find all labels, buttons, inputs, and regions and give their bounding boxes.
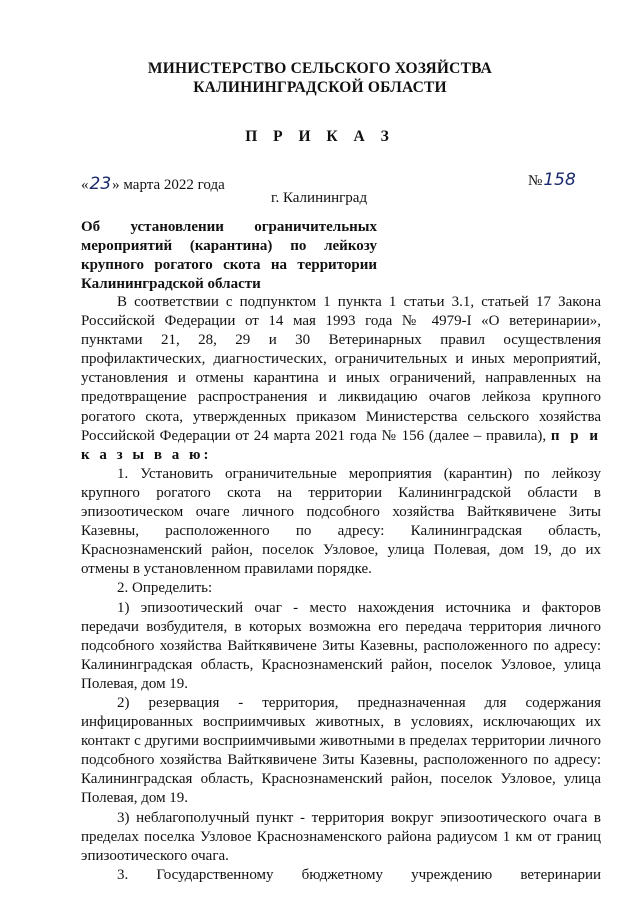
document-body: [81, 293, 601, 885]
order-word: п р и к а з ы в а ю:: [81, 427, 602, 463]
date-rest: » марта 2022 года: [112, 177, 225, 193]
ministry-name-line2: КАЛИНИНГРАДСКОЙ ОБЛАСТИ: [193, 79, 447, 96]
paragraph-2: 2. Определить:: [117, 580, 213, 597]
document-title: П Р И К А З: [245, 128, 395, 145]
preamble-text: В соответствии с подпунктом 1 пункта 1 статьи 3.1, статьей 17 Закона Российской Федерации от 14 мая 1993 года № 4979-I «О ветеринарии», пунктами 21, 28, 29 и 30 Ветеринарных правил осуществления профилактических, диагностических, ограничительных и иных мероприятий, установления и отмены карантина и иных ограничений, направленных на предотвращение распространения и ликвидацию очагов лейкоза крупного рогатого скота, утвержденных приказом Министерства сельского хозяйства Российской Федерации от 24 марта 2021 года № 156 (далее – правила),: [81, 294, 601, 444]
preamble-paragraph: [81, 293, 601, 465]
handwritten-day: 23: [89, 174, 112, 194]
paragraph-2-1: 1) эпизоотический очаг - место нахождения источника и факторов передачи возбудителя, в которых возможна его передача территория личного подсобного хозяйства Вайткявичене Зиты Казевны, расположенного по адресу: Калининградская область, Краснознаменский район, поселок Узловое, улица Полевая, дом 19.: [81, 599, 601, 692]
paragraph-2-3: 3) неблагополучный пункт - территория вокруг эпизоотического очага в пределах поселка Узловое Краснознаменского района радиусом 1 км от границ эпизоотического очага.: [81, 809, 601, 864]
ministry-name-line1: МИНИСТЕРСТВО СЕЛЬСКОГО ХОЗЯЙСТВА: [147, 60, 493, 77]
paragraph-2-2: 2) резервация - территория, предназначенная для содержания инфицированных восприимчивых животных, в условиях, исключающих их контакт с другими восприимчивыми животными в пределах территории личного подсобного хозяйства Вайткявичене Зиты Казевны, расположенного по адресу: Калининградская область, Краснознаменский район, поселок Узловое, улица Полевая, дом 19.: [81, 694, 601, 807]
handwritten-number: 158: [543, 170, 576, 190]
document-city: г. Калининград: [271, 190, 368, 206]
paragraph-1: 1. Установить ограничительные мероприятия (карантин) по лейкозу крупного рогатого скота на территории Калининградской области в эпизоотическом очаге личного подсобного хозяйства Вайткявичене Зиты Казевны, расположенного по адресу: Калининградская область, Краснознаменский район, поселок Узловое, улица Полевая, дом 19, до их отмены в установленном правилами порядке.: [81, 465, 601, 578]
date-open-quote: «: [81, 177, 89, 193]
number-prefix: №: [528, 173, 543, 189]
paragraph-3: 3. Государственному бюджетному учреждению ветеринарии: [117, 866, 601, 883]
document-date: [81, 174, 225, 194]
document-number: [528, 170, 577, 190]
document-subject: Об установлении ограничительных мероприятий (карантина) по лейкозу крупного рогатого скота на территории Калининградской области: [81, 219, 377, 292]
